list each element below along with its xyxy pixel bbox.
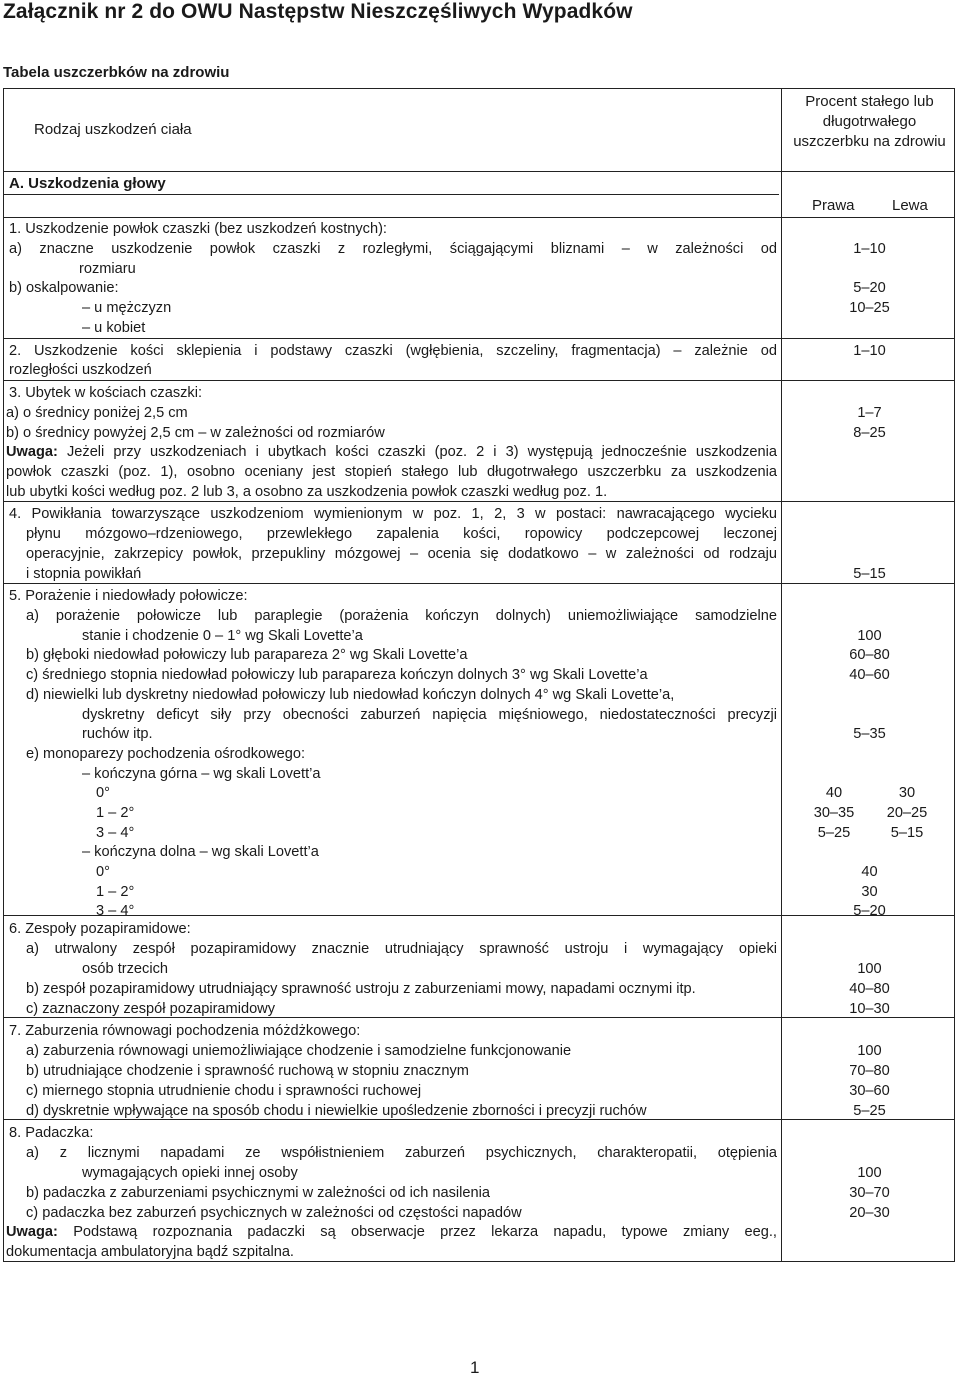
item-7-title: 7. Zaburzenia równowagi pochodzenia móżdżkowego: xyxy=(9,1023,361,1039)
header-injury-type: Rodzaj uszkodzeń ciała xyxy=(34,121,192,138)
section-a-title: A. Uszkodzenia głowy xyxy=(9,175,166,192)
item-5d-value: 5–35 xyxy=(853,726,886,742)
item-7a-value: 100 xyxy=(857,1043,882,1059)
item-8a-value: 100 xyxy=(857,1165,882,1181)
item-3a: a) o średnicy poniżej 2,5 cm xyxy=(6,405,188,421)
item-8-note-line1: Uwaga: Podstawą rozpoznania padaczki są obserwacje przez lekarza napadu, typowe zmiany eeg., xyxy=(6,1224,777,1240)
injury-table xyxy=(3,88,955,1262)
item-6c-value: 10–30 xyxy=(849,1001,890,1017)
item-5e-lower-0: 0° xyxy=(96,864,110,880)
item-5e-lower-12: 1 – 2° xyxy=(96,884,135,900)
item-3a-value: 1–7 xyxy=(857,405,882,421)
item-5b: b) głęboki niedowład połowiczy lub parapareza 2° wg Skali Lovette’a xyxy=(26,647,468,663)
item-4-line1: 4. Powikłania towarzyszące uszkodzeniom wymienionym w poz. 1, 2, 3 w postaci: nawracającego wycieku xyxy=(9,506,777,522)
item-2-line2: rozległości uszkodzeń xyxy=(9,362,152,378)
item-8b: b) padaczka z zaburzeniami psychicznymi w zależności od ich nasilenia xyxy=(26,1185,490,1201)
item-8c: c) padaczka bez zaburzeń psychicznych w zależności od częstości napadów xyxy=(26,1205,522,1221)
item-8c-value: 20–30 xyxy=(849,1205,890,1221)
item-6b-value: 40–80 xyxy=(849,981,890,997)
item-2-value: 1–10 xyxy=(853,343,886,359)
item-5b-value: 60–80 xyxy=(849,647,890,663)
row-divider-3 xyxy=(4,380,954,381)
item-5d-line1: d) niewielki lub dyskretny niedowład połowiczy lub niedowład kończyn dolnych 4° wg Skali Lovette’a, xyxy=(26,687,675,703)
item-1b-men-value: 5–20 xyxy=(853,280,886,296)
item-5e-lower-34-value: 5–20 xyxy=(853,903,886,919)
section-divider xyxy=(4,194,779,195)
item-5e-lower-12-value: 30 xyxy=(861,884,878,900)
item-6-title: 6. Zespoły pozapiramidowe: xyxy=(9,921,191,937)
item-8a-line2: wymagających opieki innej osoby xyxy=(82,1165,298,1181)
page-title: Załącznik nr 2 do OWU Następstw Nieszczęśliwych Wypadków xyxy=(3,0,633,23)
item-8-note-line2: dokumentacja ambulatoryjna bądź szpitalna. xyxy=(6,1244,294,1260)
item-5e-upper-0-left: 30 xyxy=(898,785,916,801)
item-5e-upper-0: 0° xyxy=(96,785,110,801)
item-5e-upper-0-right: 40 xyxy=(825,785,843,801)
item-7a: a) zaburzenia równowagi uniemożliwiające chodzenie i samodzielne funkcjonowanie xyxy=(26,1043,572,1059)
header-percent: Procent stałego lub długotrwałego uszczerbku na zdrowiu xyxy=(793,93,946,150)
item-1-title: 1. Uszkodzenie powłok czaszki (bez uszkodzeń kostnych): xyxy=(9,221,387,237)
item-8-title: 8. Padaczka: xyxy=(9,1125,94,1141)
item-3-note-line2: powłok czaszki (poz. 1), osobno oceniany jest stopień stałego lub długotrwałego uszczerbku za uszkodzenia xyxy=(6,464,777,480)
item-5e-lower-34: 3 – 4° xyxy=(96,903,135,919)
column-right-side: Prawa xyxy=(812,197,855,214)
item-5d-line3: ruchów itp. xyxy=(82,726,153,742)
item-5e-upper-34-right: 5–25 xyxy=(817,825,851,841)
item-3b: b) o średnicy powyżej 2,5 cm – w zależności od rozmiarów xyxy=(6,425,385,441)
item-5e-upper-34-left: 5–15 xyxy=(890,825,924,841)
item-4-line2: płynu mózgowo–rdzeniowego, przewlekłego zapalenia kości, ropowicy podczepcowej leczonej xyxy=(26,526,777,542)
item-7b-value: 70–80 xyxy=(849,1063,890,1079)
note-label: Uwaga: xyxy=(6,1224,58,1240)
item-3-note-line3: lub ubytki kości według poz. 2 lub 3, a osobno za uszkodzenia powłok czaszki według poz. 1. xyxy=(6,484,608,500)
item-8a-line1: a) z licznymi napadami ze współistnieniem zaburzeń psychicznych, charakteropatii, otępienia xyxy=(26,1145,777,1161)
item-5e-upper: – kończyna górna – wg skali Lovett’a xyxy=(82,766,321,782)
table-title: Tabela uszczerbków na zdrowiu xyxy=(3,64,230,81)
item-7c-value: 30–60 xyxy=(849,1083,890,1099)
item-5e-title: e) monoparezy pochodzenia ośrodkowego: xyxy=(26,746,306,762)
item-1a-line1: a) znaczne uszkodzenie powłok czaszki z rozległymi, ściągającymi bliznami – w zależności od xyxy=(9,241,777,257)
item-5e-upper-12: 1 – 2° xyxy=(96,805,135,821)
item-5c-value: 40–60 xyxy=(849,667,890,683)
item-5a-line2: stanie i chodzenie 0 – 1° wg Skali Lovette’a xyxy=(82,628,363,644)
item-2-line1: 2. Uszkodzenie kości sklepienia i podstawy czaszki (wgłębienia, szczeliny, fragmentacja) – zależnie od xyxy=(9,343,777,359)
item-3-title: 3. Ubytek w kościach czaszki: xyxy=(9,385,203,401)
column-left-side: Lewa xyxy=(892,197,928,214)
item-5e-lower: – kończyna dolna – wg skali Lovett’a xyxy=(82,844,319,860)
item-5e-upper-12-left: 20–25 xyxy=(886,805,928,821)
item-1b-women: – u kobiet xyxy=(82,320,146,336)
item-8b-value: 30–70 xyxy=(849,1185,890,1201)
item-5a-line1: a) porażenie połowicze lub paraplegie (porażenia kończyn dolnych) uniemożliwiające samodzielne xyxy=(26,608,777,624)
page-number: 1 xyxy=(470,1358,480,1377)
item-5a-value: 100 xyxy=(857,628,882,644)
item-4-value: 5–15 xyxy=(853,566,886,582)
item-5d-line2: dyskretny deficyt siły przy obecności zaburzeń napięcia mięśniowego, niedostateczności precyzji xyxy=(82,707,777,723)
item-3-note-line1: Uwaga: Jeżeli przy uszkodzeniach i ubytkach kości czaszki (poz. 2 i 3) występują jednocześnie uszkodzenia xyxy=(6,444,777,460)
item-7d: d) dyskretnie wpływające na sposób chodu i niewielkie upośledzenie zborności i precyzji ruchów xyxy=(26,1103,647,1119)
item-5c: c) średniego stopnia niedowład połowiczy lub parapareza kończyn dolnych 3° wg Skali Lovette’a xyxy=(26,667,648,683)
item-6c: c) zaznaczony zespół pozapiramidowy xyxy=(26,1001,276,1017)
item-4-line3: operacyjnie, zakrzepicy powłok, przepukliny mózgowej – ocenia się dodatkowo – w zależności od rodzaju xyxy=(26,546,777,562)
header-divider xyxy=(4,171,954,172)
item-1b-title: b) oskalpowanie: xyxy=(9,280,119,296)
item-7c: c) miernego stopnia utrudnienie chodu i sprawności ruchowej xyxy=(26,1083,422,1099)
item-7b: b) utrudniające chodzenie i sprawność ruchową w stopniu znacznym xyxy=(26,1063,469,1079)
item-5e-upper-12-right: 30–35 xyxy=(813,805,855,821)
item-3b-value: 8–25 xyxy=(853,425,886,441)
note-label: Uwaga: xyxy=(6,444,58,460)
item-6a-line1: a) utrwalony zespół pozapiramidowy znacznie utrudniający sprawność ustroju i wymagający opieki xyxy=(26,941,777,957)
column-divider xyxy=(781,89,782,1261)
item-1b-men: – u mężczyzn xyxy=(82,300,172,316)
item-1a-value: 1–10 xyxy=(853,241,886,257)
item-6a-value: 100 xyxy=(857,961,882,977)
item-1a-line2: rozmiaru xyxy=(79,261,136,277)
item-6a-line2: osób trzecich xyxy=(82,961,168,977)
item-7d-value: 5–25 xyxy=(853,1103,886,1119)
item-6b: b) zespół pozapiramidowy utrudniający sprawność ustroju z zaburzeniami mowy, napadami ocznymi itp. xyxy=(26,981,696,997)
row-divider-1 xyxy=(4,217,954,218)
item-5-title: 5. Porażenie i niedowłady połowicze: xyxy=(9,588,248,604)
item-1b-women-value: 10–25 xyxy=(849,300,890,316)
row-divider-2 xyxy=(4,338,954,339)
item-4-line4: i stopnia powikłań xyxy=(26,566,142,582)
item-5e-upper-34: 3 – 4° xyxy=(96,825,135,841)
item-5e-lower-0-value: 40 xyxy=(861,864,878,880)
